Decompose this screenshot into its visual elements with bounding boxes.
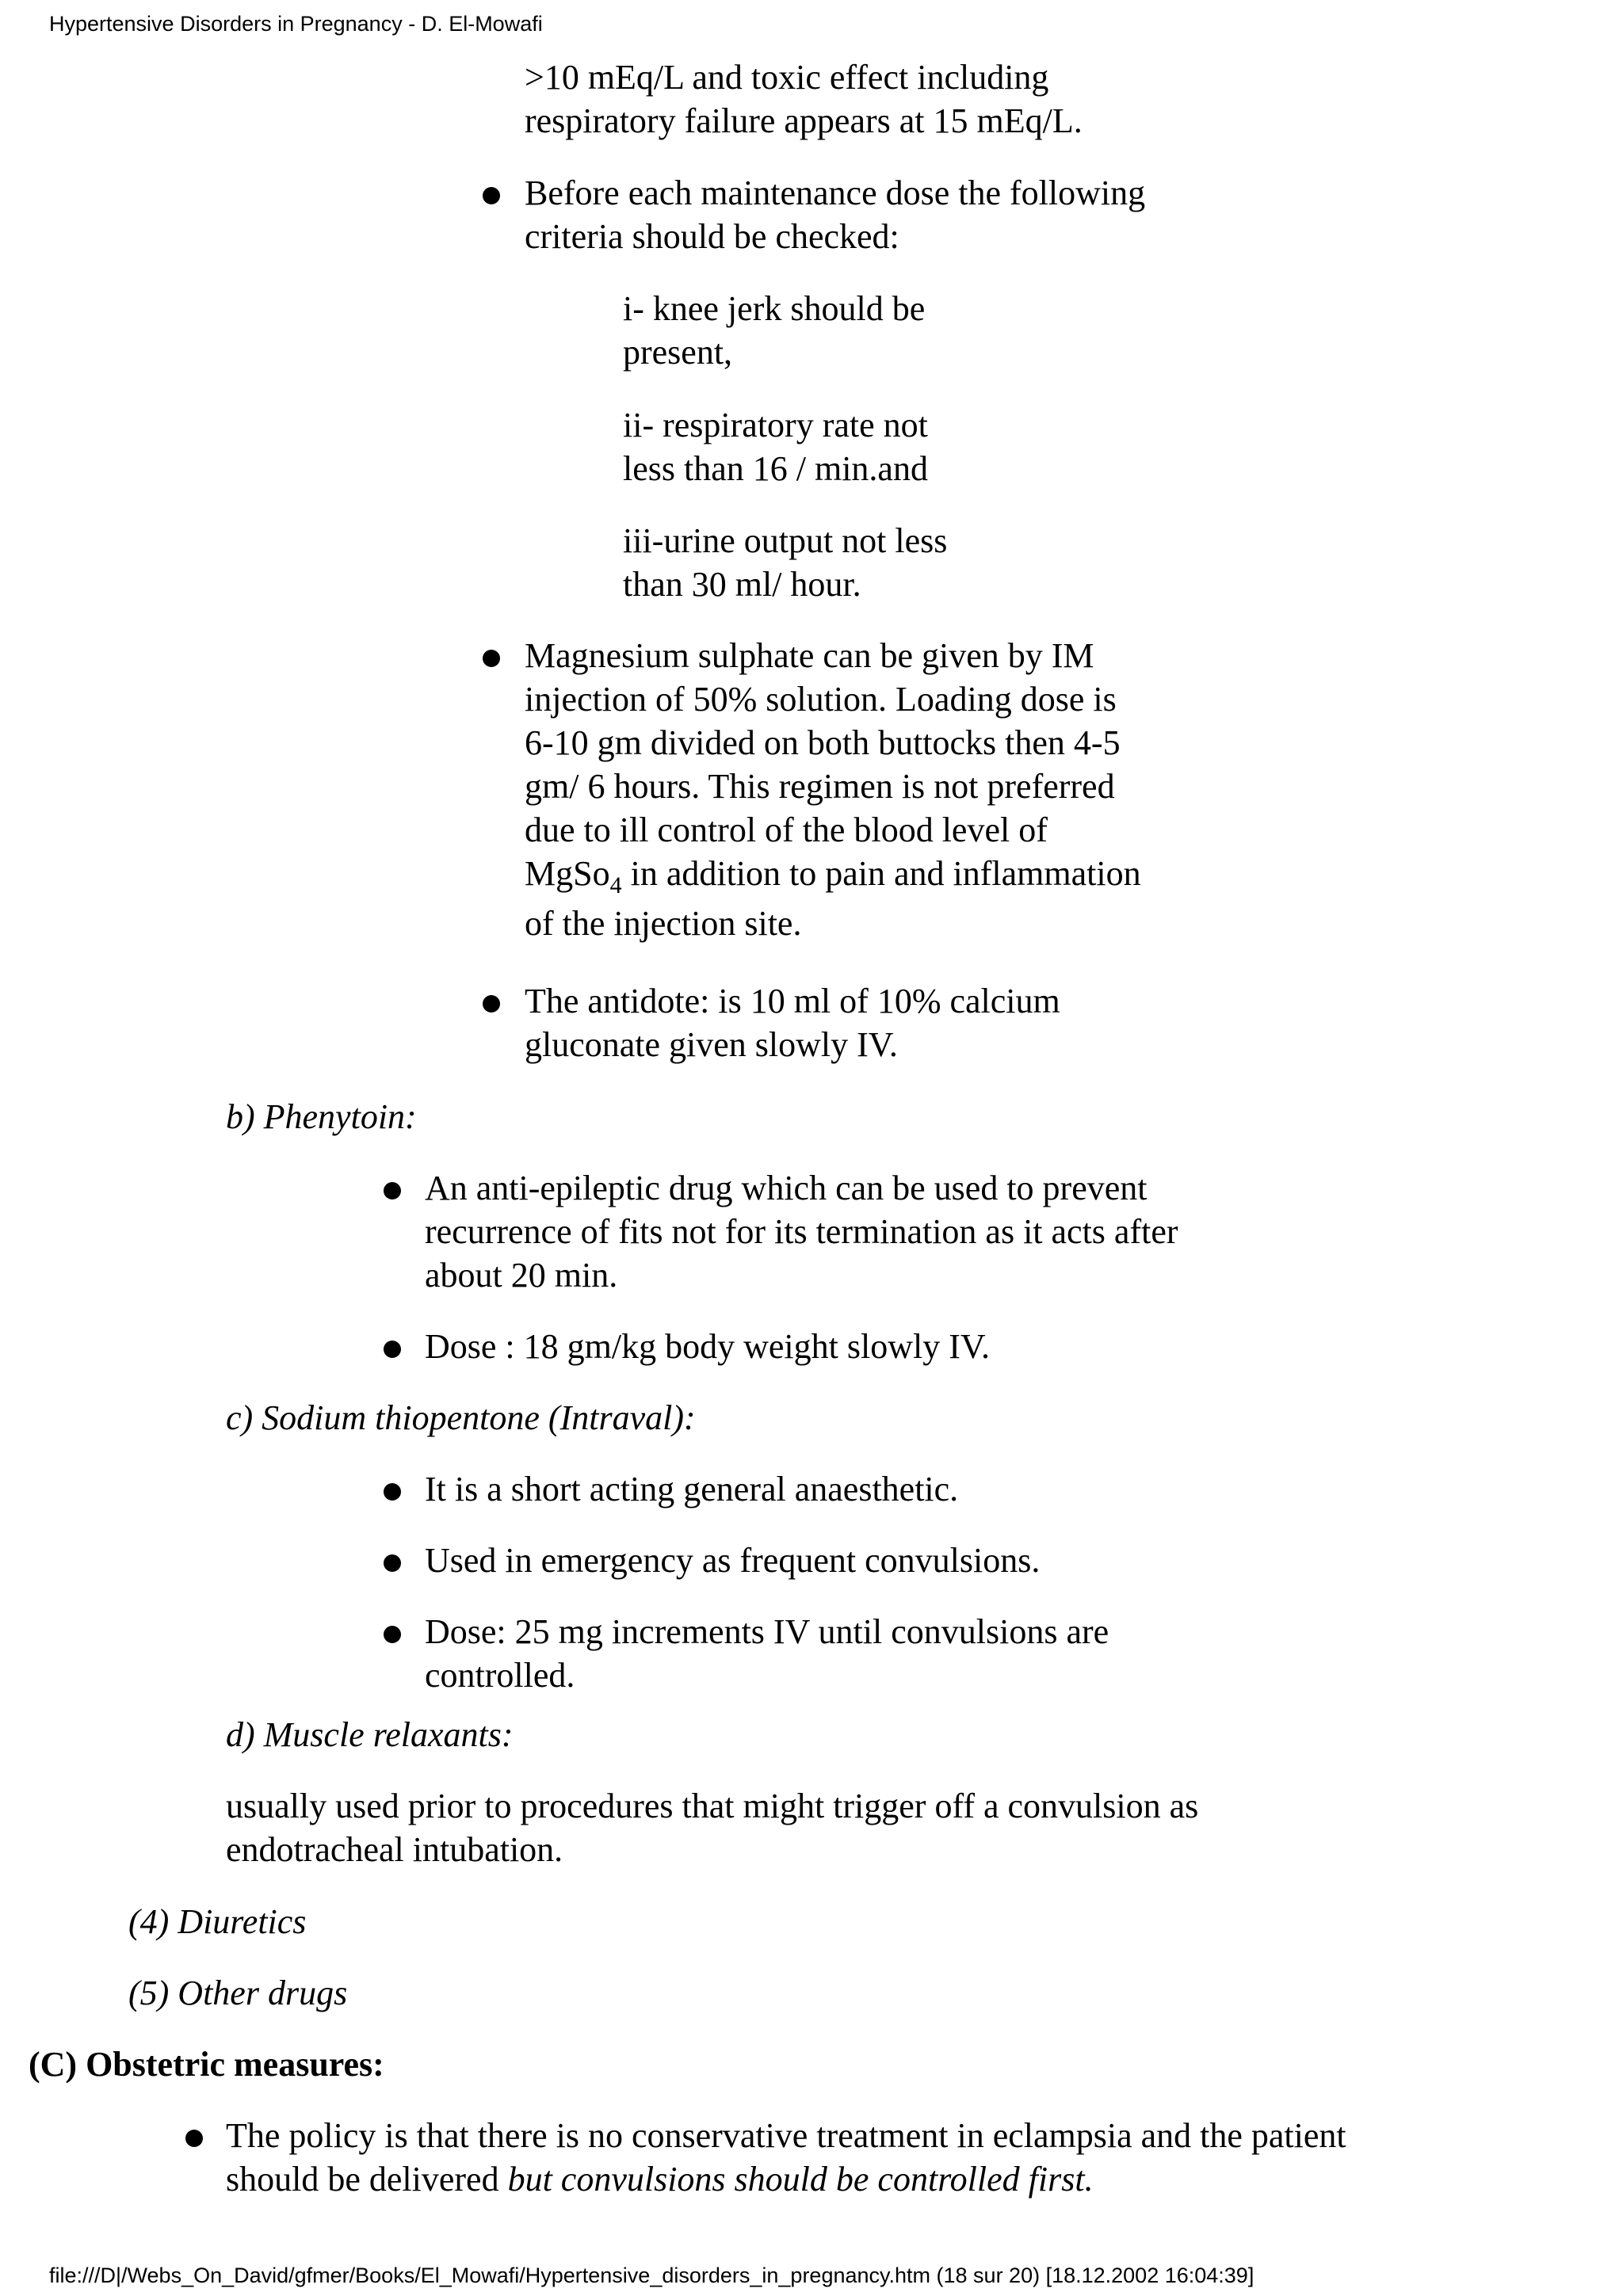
criterion-urine-output: iii-urine output not less than 30 ml/ hour. (623, 521, 948, 604)
phenytoin-dose: Dose : 18 gm/kg body weight slowly IV. (425, 1327, 990, 1366)
thiopentone-anaesthetic: It is a short acting general anaesthetic. (425, 1470, 959, 1508)
obstetric-policy: The policy is that there is no conservative treatment in eclampsia and the patient should be delivered but convulsions should be controlled first. (226, 2116, 1346, 2199)
antidote-paragraph: The antidote: is 10 ml of 10% calcium gluconate given slowly IV. (525, 982, 1060, 1064)
criterion-respiratory-rate: ii- respiratory rate not less than 16 / min.and (623, 406, 928, 488)
diuretics-heading: (4) Diuretics (128, 1902, 307, 1941)
bullet-icon (483, 650, 500, 667)
thiopentone-dose: Dose: 25 mg increments IV until convulsions are controlled. (425, 1612, 1109, 1695)
criteria-intro: Before each maintenance dose the following criteria should be checked: (525, 174, 1146, 256)
page-footer-url: file:///D|/Webs_On_David/gfmer/Books/El_Mowafi/Hypertensive_disorders_in_pregnancy.htm (18 sur 20) [18.12.2002 16:04:39] (49, 2264, 1254, 2287)
phenytoin-heading: b) Phenytoin: (226, 1097, 417, 1136)
page-header: Hypertensive Disorders in Pregnancy - D. El-Mowafi (49, 12, 543, 36)
other-drugs-heading: (5) Other drugs (128, 1974, 348, 2012)
obstetric-heading: (C) Obstetric measures: (29, 2045, 384, 2084)
subscript: 4 (609, 872, 622, 898)
thiopentone-emergency: Used in emergency as frequent convulsions. (425, 1541, 1041, 1580)
bullet-icon (483, 995, 500, 1013)
thiopentone-heading: c) Sodium thiopentone (Intraval): (226, 1398, 696, 1437)
bullet-icon (384, 1182, 401, 1199)
bullet-icon (384, 1554, 401, 1572)
muscle-relaxants-heading: d) Muscle relaxants: (226, 1715, 514, 1754)
bullet-icon (384, 1341, 401, 1358)
bullet-icon (384, 1626, 401, 1643)
bullet-icon (483, 187, 500, 204)
muscle-relaxants-text: usually used prior to procedures that might trigger off a convulsion as endotracheal intubation. (226, 1787, 1199, 1869)
criterion-knee-jerk: i- knee jerk should be present, (623, 289, 926, 372)
magnesium-continuation: >10 mEq/L and toxic effect including respiratory failure appears at 15 mEq/L. (525, 58, 1083, 140)
mgso4-line: MgSo$_4$ in addition to pain and inflammation (525, 854, 1141, 898)
phenytoin-description: An anti-epileptic drug which can be used to prevent recurrence of fits not for its termination as it acts after about 20 min. (425, 1169, 1178, 1295)
im-injection-paragraph: Magnesium sulphate can be given by IM injection of 50% solution. Loading dose is 6-10 gm divided on both buttocks then 4-5 gm/ 6 hours. This regimen is not preferred due to ill control of the blood level of MgSo$_4$ in addition to pain and inflammation of the injection site. (525, 636, 1141, 943)
bullet-icon (384, 1483, 401, 1501)
bullet-icon (185, 2130, 203, 2147)
